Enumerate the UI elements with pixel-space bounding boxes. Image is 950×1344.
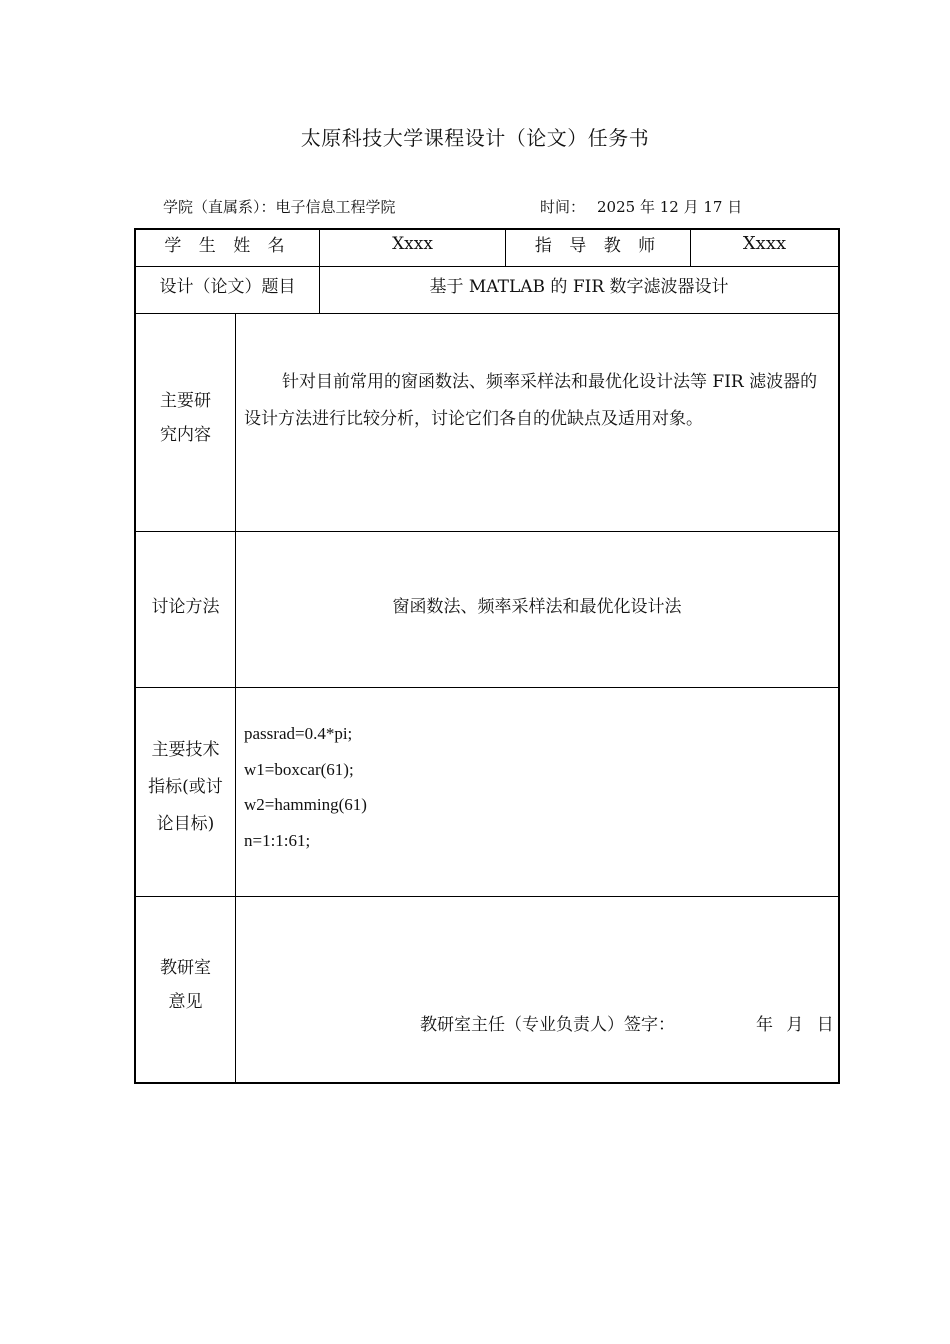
- office-signature-date: 年 月 日: [756, 1015, 834, 1035]
- research-content-label-line2: 究内容: [160, 425, 211, 445]
- tech-target-label-line3: 论目标): [156, 813, 215, 834]
- code-line: w1=boxcar(61);: [244, 759, 354, 779]
- row-divider: [134, 896, 840, 897]
- student-name-label: 学 生 姓 名: [164, 236, 291, 256]
- tech-target-label-line2: 指标(或讨: [148, 776, 223, 797]
- time-line: [540, 196, 742, 217]
- research-content-label-line1: 主要研: [160, 391, 211, 411]
- row-divider: [134, 687, 840, 688]
- student-name-value: Xxxx: [392, 233, 433, 254]
- advisor-label: 指 导 教 师: [534, 236, 662, 256]
- column-divider: [235, 313, 236, 1084]
- topic-value: 基于 MATLAB 的 FIR 数字滤波器设计: [429, 277, 729, 297]
- row-divider: [134, 313, 840, 314]
- code-line: passrad=0.4*pi;: [244, 724, 353, 743]
- method-label: 讨论方法: [151, 597, 220, 617]
- time-value: 2025 年 12 月 17 日: [597, 198, 743, 216]
- topic-label: 设计（论文）题目: [159, 277, 296, 297]
- office-opinion-label-line2: 意见: [168, 992, 203, 1012]
- research-content-text: 针对目前常用的窗函数法、频率采样法和最优化设计法等 FIR 滤波器的设计方法进行比较分析，讨论它们各自的优缺点及适用对象。: [244, 372, 818, 429]
- code-line: n=1:1:61;: [244, 830, 311, 850]
- college-line: 学院（直属系）：电子信息工程学院: [163, 198, 396, 216]
- time-label: 时间：: [540, 198, 586, 216]
- advisor-value: Xxxx: [742, 233, 787, 254]
- office-opinion-label-line1: 教研室: [160, 958, 211, 978]
- code-line: w2=hamming(61): [244, 795, 367, 814]
- research-content-label: [136, 314, 235, 522]
- method-text: 窗函数法、频率采样法和最优化设计法: [392, 597, 682, 617]
- tech-target-label: [136, 688, 235, 886]
- office-opinion-label: [136, 897, 235, 1073]
- document-title: 太原科技大学课程设计（论文）任务书: [300, 126, 650, 150]
- office-signature-label: 教研室主任（专业负责人）签字：: [420, 1015, 675, 1035]
- tech-target-label-line1: 主要技术: [151, 739, 220, 760]
- tech-target-code: [244, 716, 367, 858]
